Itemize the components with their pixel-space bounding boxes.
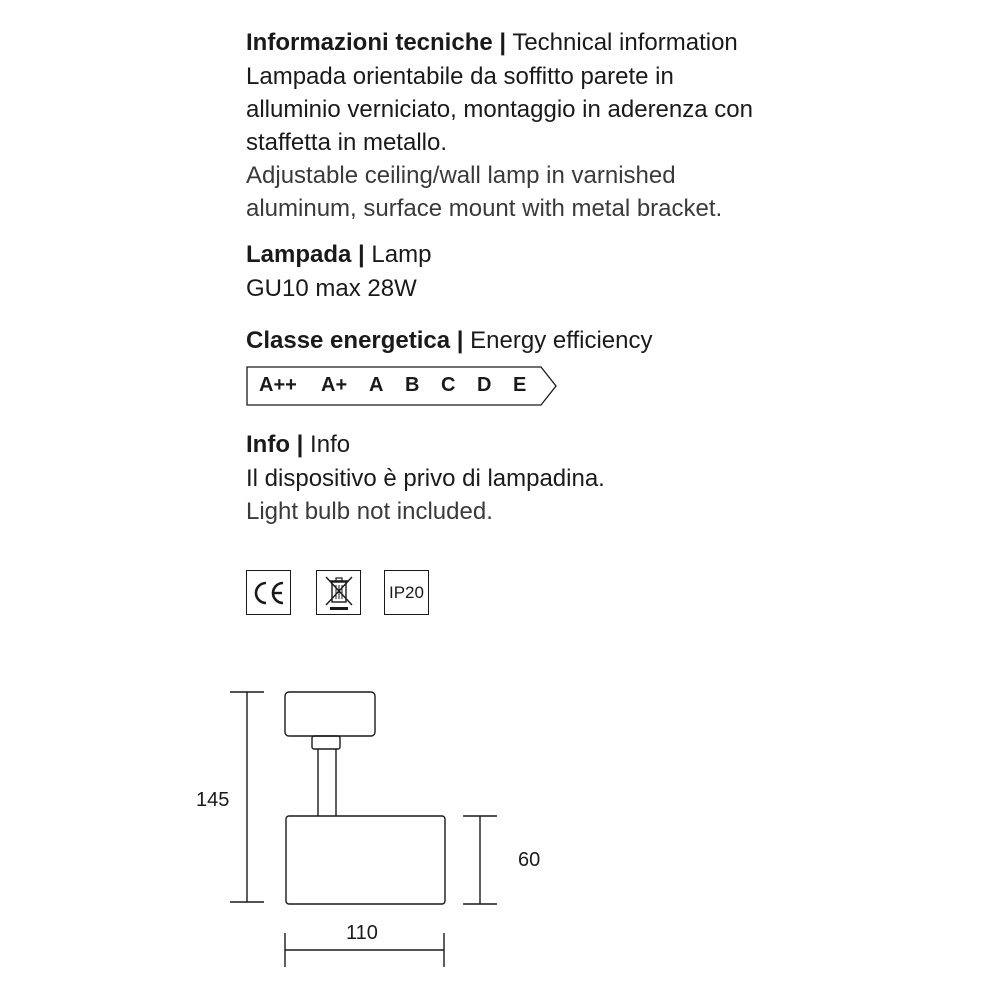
technical-desc-it-line: staffetta in metallo.	[246, 129, 447, 156]
energy-class: A	[369, 374, 384, 396]
energy-class: C	[441, 374, 456, 396]
lamp-heading-it: Lampada |	[246, 241, 365, 268]
dim-60-label: 60	[518, 849, 541, 871]
info-heading-en: Info	[310, 431, 351, 458]
energy-class: D	[477, 374, 492, 396]
info-text-it: Il dispositivo è privo di lampadina.	[246, 465, 605, 492]
energy-class: B	[405, 374, 420, 396]
dim-110-label: 110	[346, 922, 378, 944]
lamp-heading-en: Lamp	[371, 241, 432, 268]
technical-heading-en: Technical information	[512, 29, 738, 56]
lamp-canopy	[285, 692, 375, 736]
lamp-value: GU10 max 28W	[246, 275, 417, 302]
info-heading-it: Info |	[246, 431, 304, 458]
ip-rating-label: IP20	[389, 582, 424, 602]
technical-desc-en-line: Adjustable ceiling/wall lamp in varnished	[246, 162, 676, 189]
info-text-en: Light bulb not included.	[246, 498, 493, 525]
energy-heading-en: Energy efficiency	[470, 327, 653, 354]
technical-desc-it-line: Lampada orientabile da soffitto parete in	[246, 63, 674, 90]
energy-heading-it: Classe energetica |	[246, 327, 464, 354]
lamp-head	[286, 816, 445, 904]
technical-heading-it: Informazioni tecniche |	[246, 29, 507, 56]
energy-class: A++	[259, 374, 297, 396]
energy-class: A+	[321, 374, 348, 396]
lamp-joint	[312, 736, 340, 749]
technical-desc-en-line: aluminum, surface mount with metal bracket.	[246, 195, 723, 222]
energy-class: E	[513, 374, 527, 396]
technical-desc-it-line: alluminio verniciato, montaggio in aderenza con	[246, 96, 753, 123]
dim-145-label: 145	[196, 789, 230, 811]
